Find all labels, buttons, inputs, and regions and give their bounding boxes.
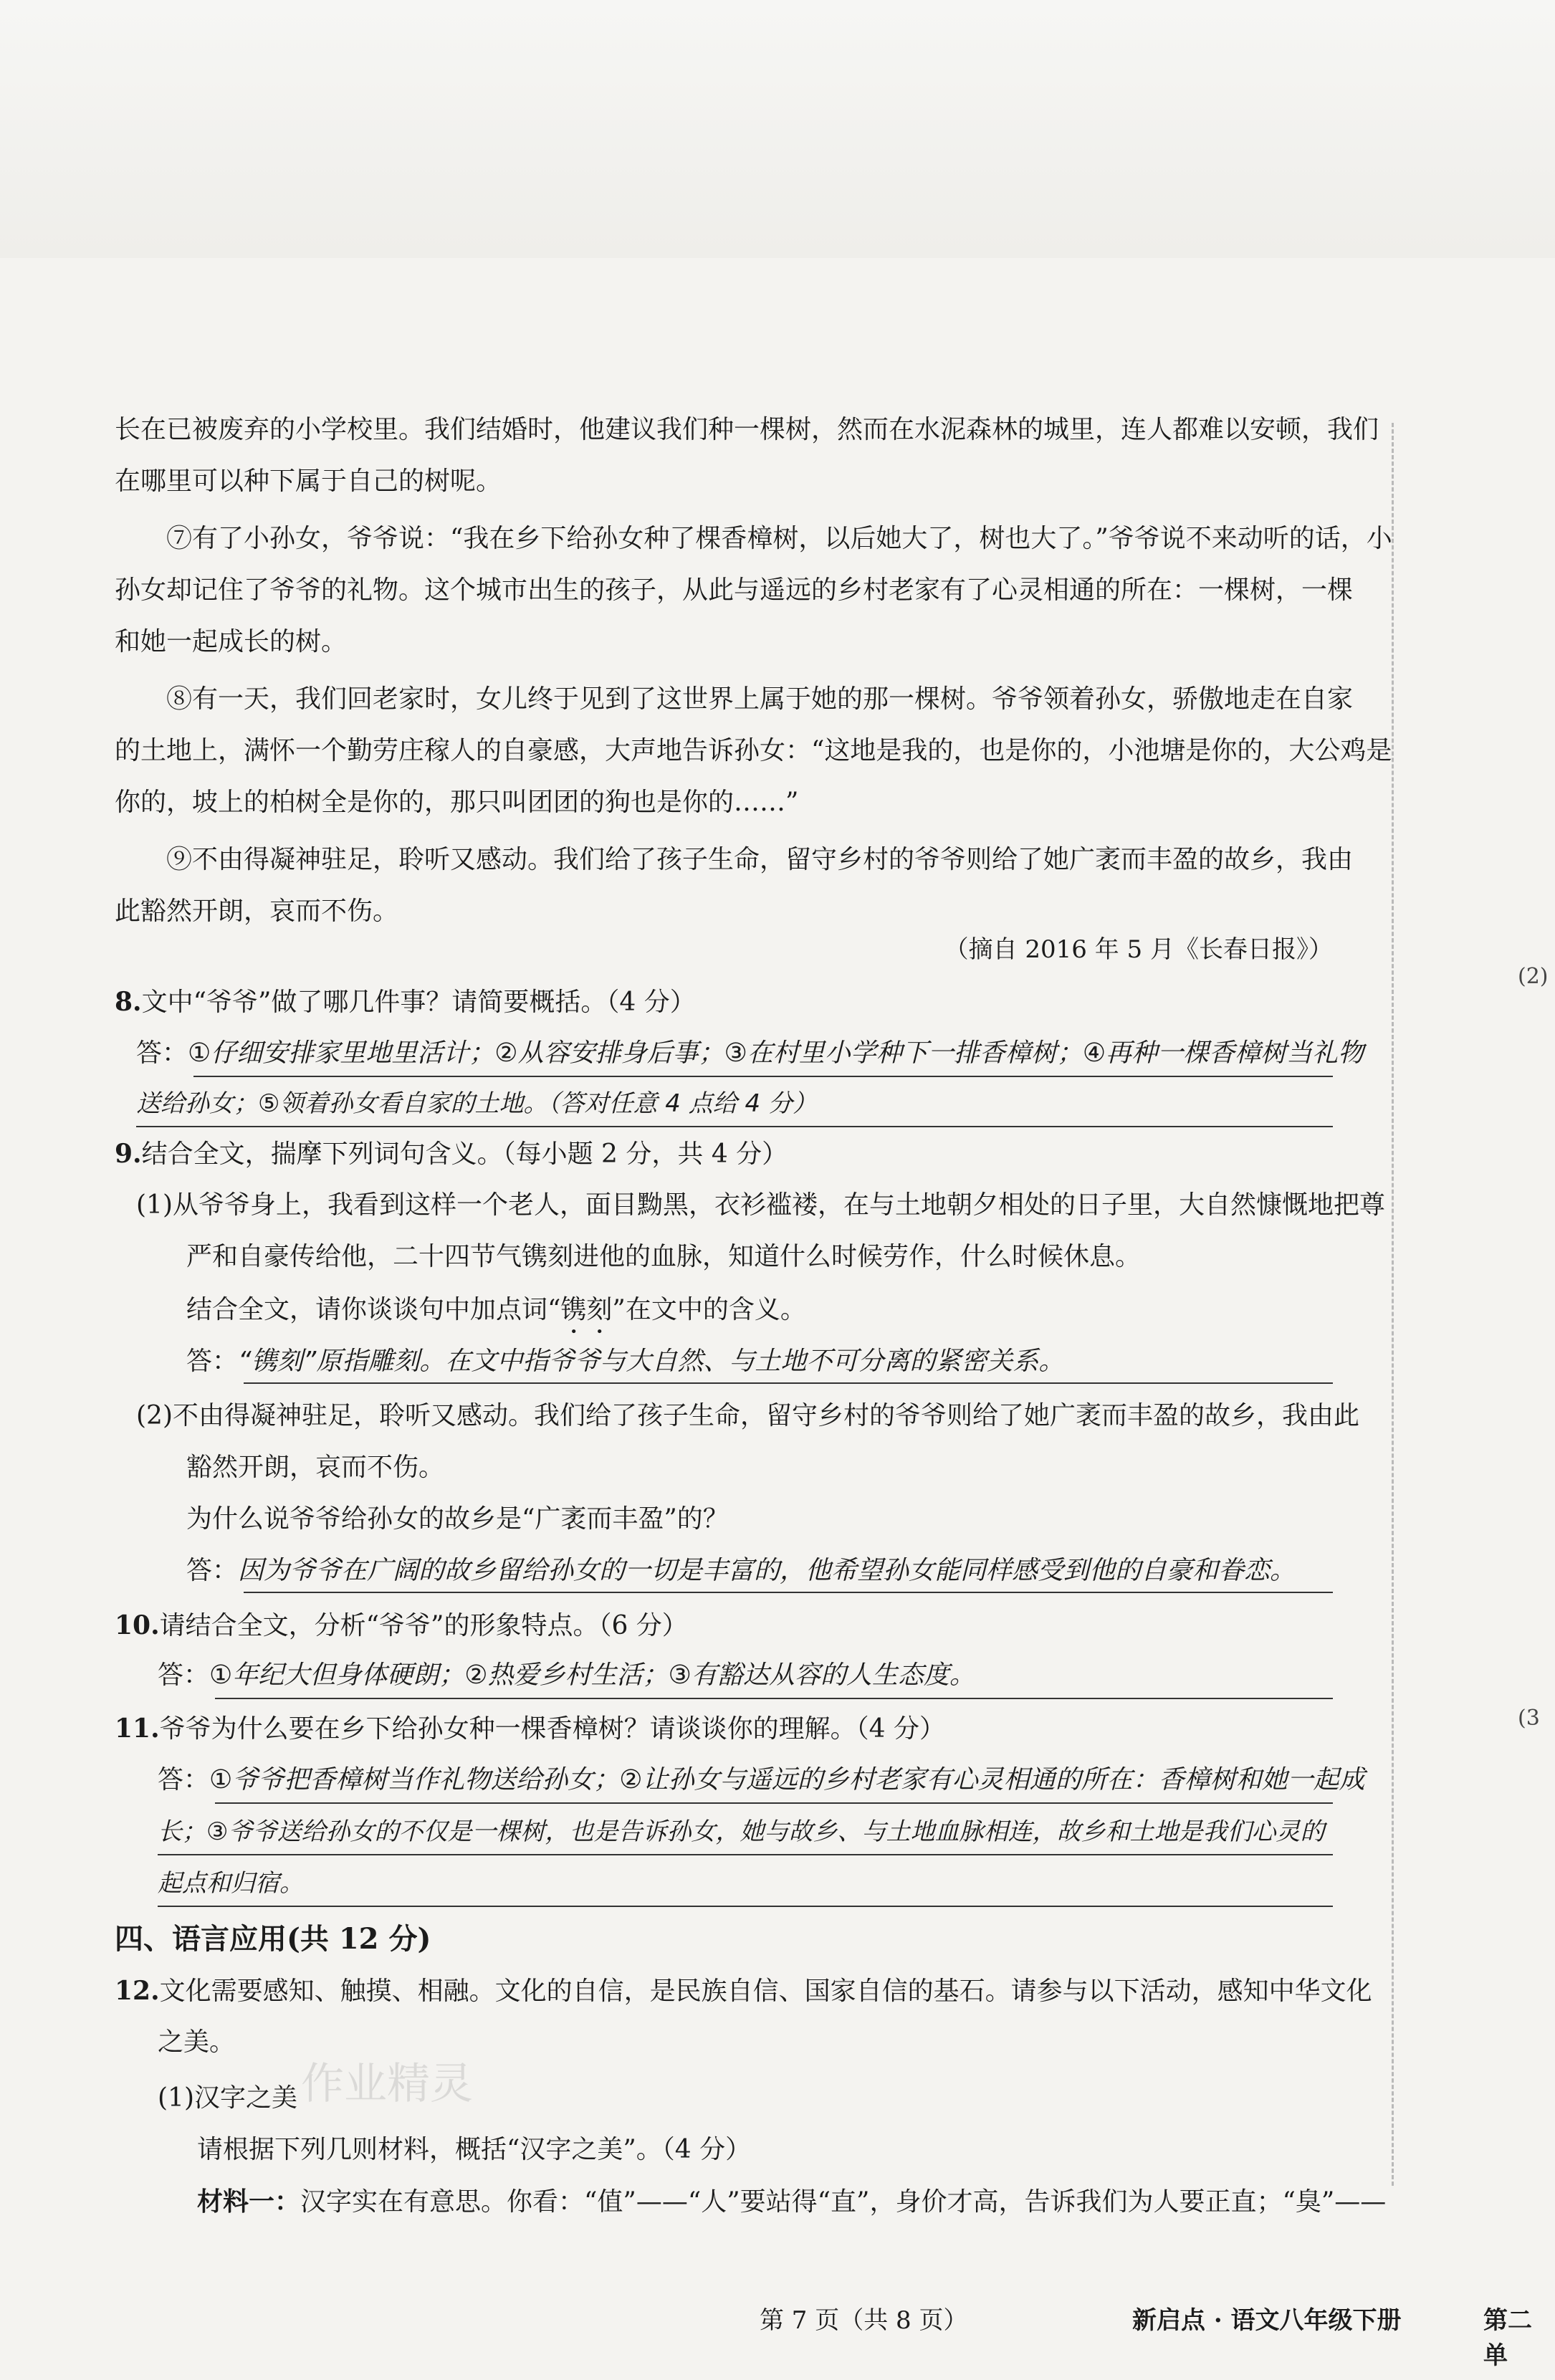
- passage-p9-line2: 此豁然开朗，哀而不伤。: [115, 897, 399, 926]
- passage-p7-line1: ⑦有了小孙女，爷爷说：“我在乡下给孙女种了棵香樟树，以后她大了，树也大了。”爷爷说不来动听的话，小: [166, 524, 1392, 553]
- answer-10-underline: [215, 1698, 1333, 1699]
- question-12-line1: [115, 1973, 1372, 2009]
- answer-9-2-underline: [244, 1592, 1333, 1593]
- material-1: [197, 2184, 1386, 2220]
- question-8-number: 8.: [115, 987, 142, 1017]
- question-11-number: 11.: [115, 1714, 160, 1744]
- answer-8-text1: ①仔细安排家里地里活计；②从容安排身后事；③在村里小学种下一排香樟树；④再种一棵香樟树当礼物: [188, 1038, 1364, 1068]
- answer-11-underline3: [158, 1906, 1333, 1907]
- answer-10-label: 答：: [158, 1660, 210, 1690]
- answer-11-label: 答：: [158, 1765, 210, 1794]
- question-9-number: 9.: [115, 1139, 142, 1169]
- answer-11-line1: [158, 1762, 1365, 1798]
- answer-11-underline1: [215, 1802, 1333, 1804]
- answer-10-text: ①年纪大但身体硬朗；②热爱乡村生活；③有豁达从容的人生态度。: [209, 1660, 975, 1690]
- answer-9-2-label: 答：: [186, 1556, 239, 1585]
- question-12-sub1-prompt: 请根据下列几则材料，概括“汉字之美”。（4 分）: [197, 2135, 752, 2164]
- passage-p8-line3: 你的，坡上的柏树全是你的，那只叫团团的狗也是你的……”: [115, 788, 799, 817]
- passage-p6-line1: 长在已被废弃的小学校里。我们结婚时，他建议我们种一棵树，然而在水泥森林的城里，连人都难以安顿，我们: [115, 415, 1379, 444]
- answer-9-2-text: 因为爷爷在广阔的故乡留给孙女的一切是丰富的，他希望孙女能同样感受到他的自豪和眷恋。: [238, 1556, 1296, 1585]
- material-1-label: 材料一：: [197, 2187, 301, 2217]
- question-8-text: 文中“爷爷”做了哪几件事？请简要概括。（4 分）: [141, 988, 696, 1017]
- answer-9-1-text: “镌刻”原指雕刻。在文中指爷爷与大自然、与土地不可分离的紧密关系。: [238, 1347, 1065, 1376]
- question-9-1-line1: (1)从爷爷身上，我看到这样一个老人，面目黝黑，衣衫褴褛，在与土地朝夕相处的日子里，大自然慷慨地把尊: [136, 1190, 1385, 1220]
- side-mark-3: (3: [1518, 1706, 1540, 1731]
- binding-fold-line: [1392, 423, 1394, 2186]
- question-9-1-prompt: [186, 1292, 806, 1339]
- footer-unit: 第二单: [1483, 2306, 1532, 2370]
- answer-9-1: [186, 1344, 1064, 1380]
- footer-page-number: 第 7 页（共 8 页）: [760, 2306, 968, 2335]
- material-1-text: 汉字实在有意思。你看：“值”——“人”要站得“直”，身价才高，告诉我们为人要正直；“臭”——: [300, 2187, 1387, 2217]
- question-12-line2: 之美。: [158, 2027, 236, 2057]
- question-9-2-line1: (2)不由得凝神驻足，聆听又感动。我们给了孩子生命，留守乡村的爷爷则给了她广袤而丰盈的故乡，我由此: [136, 1401, 1359, 1430]
- question-12-sub1: (1)汉字之美: [158, 2083, 297, 2113]
- question-9-1-line2: 严和自豪传给他，二十四节气镌刻进他的血脉，知道什么时候劳作，什么时候休息。: [186, 1242, 1142, 1271]
- answer-8-line2: 送给孙女；⑤领着孙女看自家的土地。（答对任意 4 点给 4 分）: [136, 1089, 817, 1118]
- top-blank-area: [0, 0, 1555, 258]
- answer-9-2: [186, 1553, 1296, 1589]
- question-8: [115, 984, 696, 1021]
- answer-11-underline2: [158, 1854, 1333, 1855]
- question-11-text: 爷爷为什么要在乡下给孙女种一棵香樟树？请谈谈你的理解。（4 分）: [159, 1714, 945, 1744]
- passage-p7-line3: 和她一起成长的树。: [115, 627, 348, 656]
- answer-8-underline1: [193, 1076, 1333, 1077]
- question-9-2-line2: 豁然开朗，哀而不伤。: [186, 1453, 445, 1482]
- question-9-1-prompt-post: ”在文中的含义。: [612, 1295, 806, 1324]
- question-11: [115, 1711, 945, 1747]
- passage-p8-line1: ⑧有一天，我们回老家时，女儿终于见到了这世界上属于她的那一棵树。爷爷领着孙女，骄傲地走在自家: [166, 684, 1354, 714]
- watermark: 作业精灵: [301, 2059, 473, 2109]
- side-mark-2: (2): [1518, 964, 1549, 989]
- passage-p7-line2: 孙女却记住了爷爷的礼物。这个城市出生的孩子，从此与遥远的乡村老家有了心灵相通的所在：一棵树，一棵: [115, 575, 1354, 605]
- answer-11-line3: 起点和归宿。: [158, 1869, 304, 1898]
- section-4-title: 四、语言应用(共 12 分): [115, 1922, 431, 1956]
- answer-8-underline2: [136, 1126, 1333, 1127]
- question-10-text: 请结合全文，分析“爷爷”的形象特点。（6 分）: [159, 1611, 688, 1640]
- passage-p8-line2: 的土地上，满怀一个勤劳庄稼人的自豪感，大声地告诉孙女：“这地是我的，也是你的，小池塘是你的，大公鸡是: [115, 736, 1392, 765]
- passage-p9-line1: ⑨不由得凝神驻足，聆听又感动。我们给了孩子生命，留守乡村的爷爷则给了她广袤而丰盈的故乡，我由: [166, 845, 1354, 874]
- footer-book-title: 新启点 · 语文八年级下册: [1132, 2306, 1402, 2335]
- question-9-1-prompt-pre: 结合全文，请你谈谈句中加点词“: [186, 1295, 561, 1324]
- question-10: [115, 1607, 688, 1644]
- answer-9-1-underline: [244, 1382, 1333, 1384]
- passage-p6-line2: 在哪里可以种下属于自己的树呢。: [115, 467, 502, 496]
- question-9-1-dotted-word: 镌刻: [560, 1295, 613, 1324]
- question-12-text: 文化需要感知、触摸、相融。文化的自信，是民族自信、国家自信的基石。请参与以下活动，感知中华文化: [159, 1977, 1372, 2006]
- passage-source: （摘自 2016 年 5 月《长春日报》）: [944, 935, 1333, 964]
- answer-8-line1: [136, 1036, 1364, 1071]
- question-12-number: 12.: [115, 1976, 160, 2006]
- answer-10: [158, 1658, 975, 1693]
- question-9-text: 结合全文，揣摩下列词句含义。（每小题 2 分，共 4 分）: [141, 1139, 788, 1169]
- answer-9-1-label: 答：: [186, 1347, 239, 1376]
- question-10-number: 10.: [115, 1610, 160, 1640]
- answer-8-label: 答：: [136, 1038, 188, 1068]
- question-9: [115, 1136, 788, 1172]
- question-9-2-prompt: 为什么说爷爷给孙女的故乡是“广袤而丰盈”的？: [186, 1504, 729, 1534]
- answer-11-text1: ①爷爷把香樟树当作礼物送给孙女；②让孙女与遥远的乡村老家有心灵相通的所在：香樟树和她一起成: [209, 1765, 1365, 1794]
- answer-11-line2: 长；③爷爷送给孙女的不仅是一棵树，也是告诉孙女，她与故乡、与土地血脉相连，故乡和土地是我们心灵的: [158, 1817, 1325, 1846]
